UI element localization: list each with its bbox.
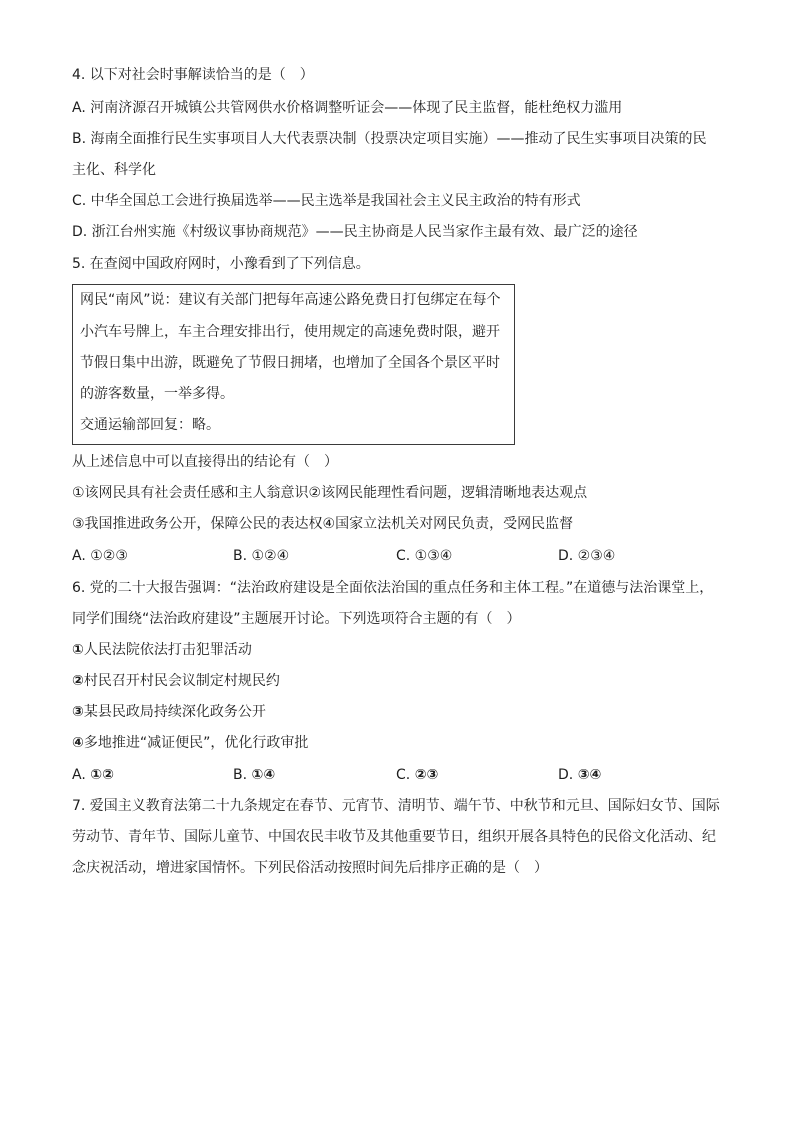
- q6-option-b: [233, 765, 275, 785]
- q5-statements-line1: ①该网民具有社会责任感和主人翁意识②该网民能理性看问题，逻辑清晰地表达观点: [72, 485, 588, 501]
- q6-option-label: A.: [72, 767, 91, 783]
- q6-option-value: ①④: [251, 767, 276, 783]
- q6-item-text: 多地推进“减证便民”，优化行政审批: [83, 735, 309, 751]
- q6-item: [72, 671, 280, 691]
- q6-option-a: [72, 765, 114, 785]
- q5-box-line: 网民“南风”说：建议有关部门把每年高速公路免费日打包绑定在每个: [80, 292, 501, 308]
- q6-item-text: 某县民政局持续深化政务公开: [83, 704, 266, 720]
- q6-item-number: ②: [72, 673, 84, 689]
- q7-stem-line1: 7. 爱国主义教育法第二十九条规定在春节、元宵节、清明节、端午节、中秋节和元旦、国际妇女节、国际: [72, 798, 720, 814]
- q5-box-line: 节假日集中出游，既避免了节假日拥堵，也增加了全国各个景区平时: [80, 355, 500, 371]
- q5-option-a: A. ①②③: [72, 548, 128, 564]
- q4-stem: 4. 以下对社会时事解读恰当的是（ ）: [72, 67, 314, 83]
- q6-item-text: 人民法院依法打击犯罪活动: [83, 642, 252, 658]
- q4-option-d: D. 浙江台州实施《村级议事协商规范》——民主协商是人民当家作主最有效、最广泛的途径: [72, 224, 638, 240]
- q6-option-label: D.: [558, 767, 578, 783]
- q5-box-line: 的游客数量，一举多得。: [80, 386, 234, 402]
- q6-option-label: C.: [396, 767, 415, 783]
- q6-item: [72, 640, 252, 660]
- q6-option-value: ③④: [577, 767, 602, 783]
- q6-item-text: 村民召开村民会议制定村规民约: [83, 673, 280, 689]
- q7-stem-line2: 劳动节、青年节、国际儿童节、中国农民丰收节及其他重要节日，组织开展各具特色的民俗文化活动、纪: [72, 829, 716, 845]
- q5-option-d: D. ②③④: [558, 548, 616, 564]
- q5-box-line: 小汽车号牌上，车主合理安排出行，使用规定的高速免费时限，避开: [80, 324, 500, 340]
- q6-item: [72, 702, 266, 722]
- q6-item-number: ④: [72, 735, 84, 751]
- q4-option-c: C. 中华全国总工会进行换届选举——民主选举是我国社会主义民主政治的特有形式: [72, 193, 581, 209]
- q6-stem-line1: 6. 党的二十大报告强调：“法治政府建设是全面依法治国的重点任务和主体工程。”在道德与法治课堂上，: [72, 580, 714, 596]
- q4-option-a: A. 河南济源召开城镇公共管网供水价格调整听证会——体现了民主监督，能杜绝权力滥用: [72, 100, 623, 116]
- q5-box-reply: 交通运输部回复：略。: [80, 417, 220, 433]
- q6-option-d: [558, 765, 601, 785]
- q4-option-b-line2: 主化、科学化: [72, 162, 156, 178]
- q6-stem-line2: 同学们围绕“法治政府建设”主题展开讨论。下列选项符合主题的有（ ）: [72, 611, 521, 627]
- q5-option-b: B. ①②④: [233, 548, 290, 564]
- q5-statements-line2: ③我国推进政务公开，保障公民的表达权④国家立法机关对网民负责，受网民监督: [72, 516, 574, 532]
- q6-option-c: [396, 765, 438, 785]
- q7-stem-line3: 念庆祝活动，增进家国情怀。下列民俗活动按照时间先后排序正确的是（ ）: [72, 860, 548, 876]
- q4-option-b-line1: B. 海南全面推行民生实事项目人大代表票决制（投票决定项目实施）——推动了民生实事项目决策的民: [72, 131, 707, 147]
- q5-option-c: C. ①③④: [396, 548, 453, 564]
- q5-prompt: 从上述信息中可以直接得出的结论有（ ）: [72, 454, 338, 470]
- q5-stem: 5. 在查阅中国政府网时，小豫看到了下列信息。: [72, 256, 370, 272]
- q6-item: [72, 733, 308, 753]
- q6-item-number: ①: [72, 642, 84, 658]
- q6-option-label: B.: [233, 767, 252, 783]
- q6-option-value: ②③: [414, 767, 439, 783]
- q6-option-value: ①②: [90, 767, 114, 783]
- q6-item-number: ③: [72, 704, 84, 720]
